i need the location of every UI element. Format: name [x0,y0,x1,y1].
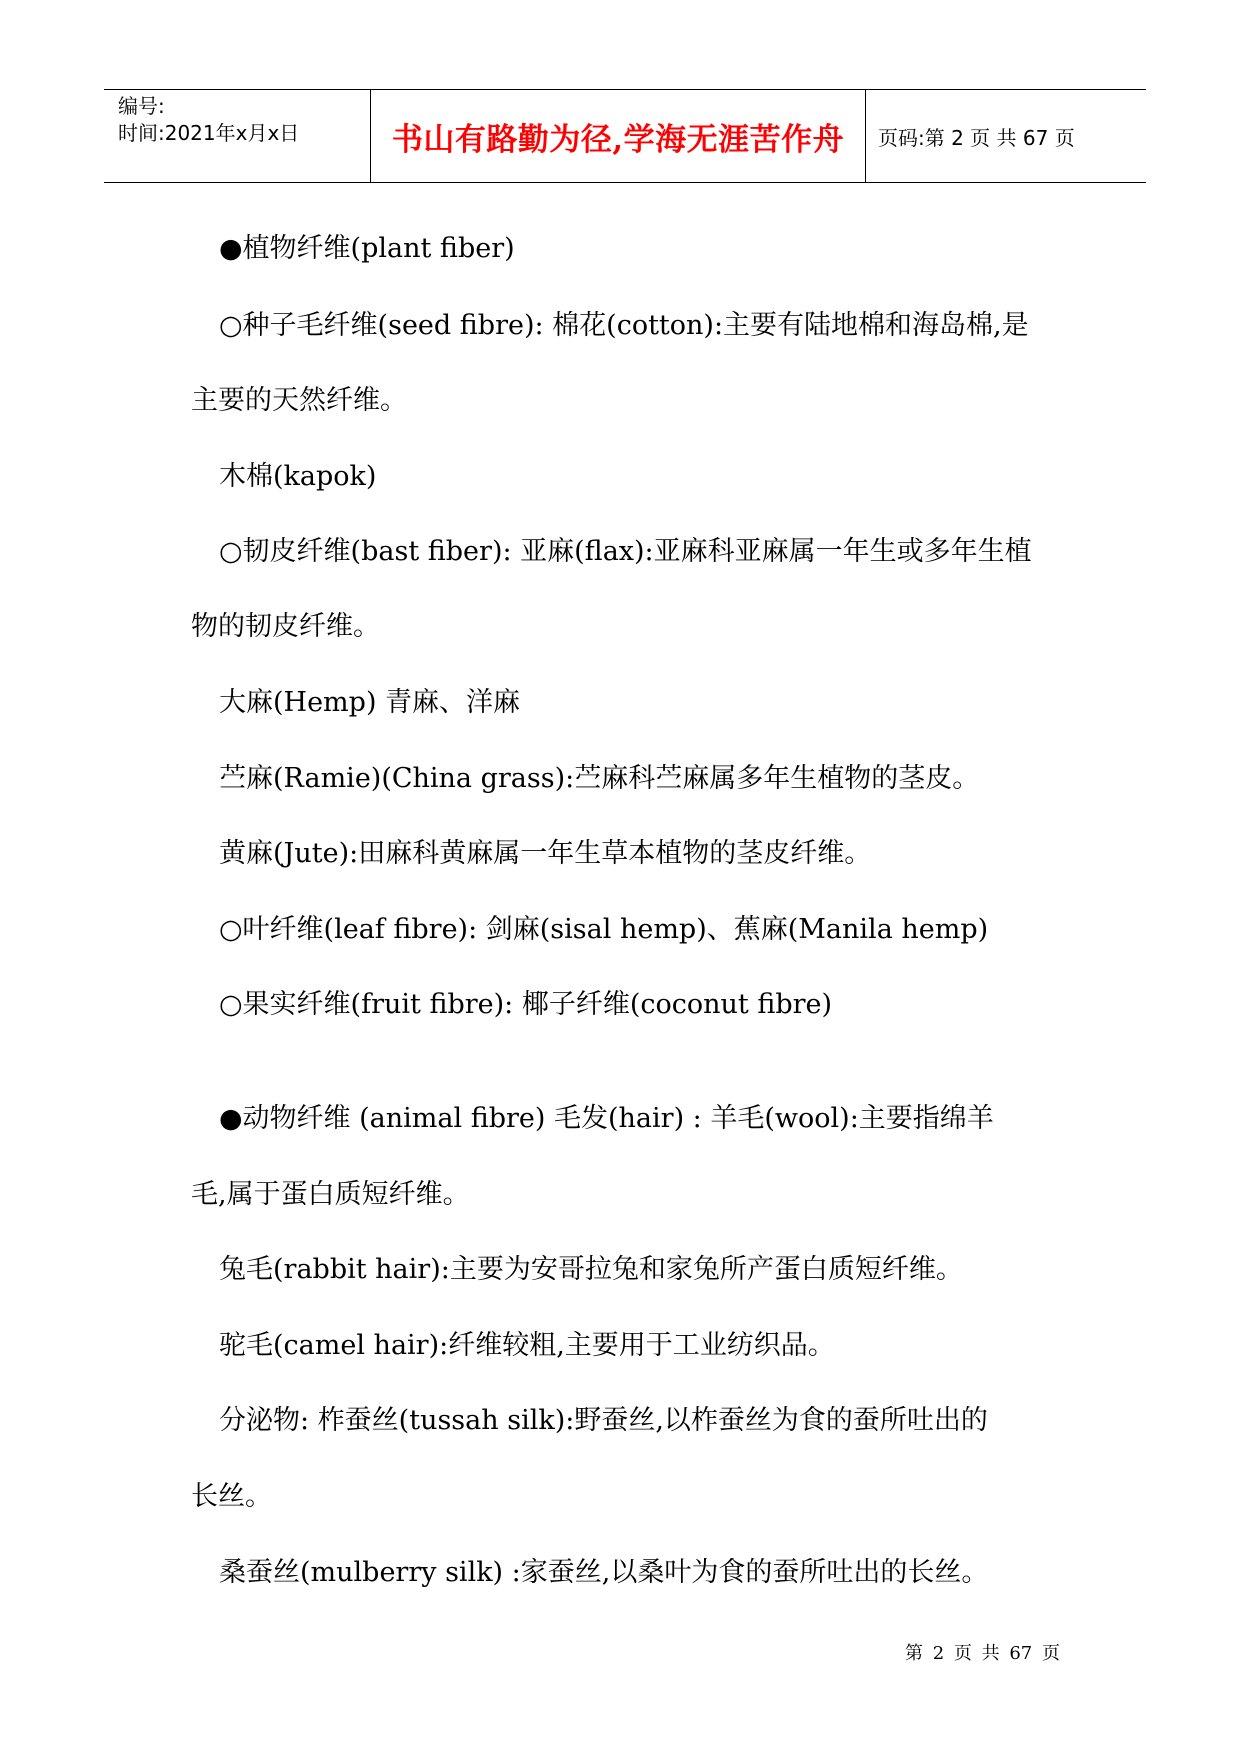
page-header [104,89,1146,183]
body-line: ●动物纤维 (animal fibre) 毛发(hair) : 羊毛(wool):主要指绵羊 [219,1103,994,1134]
body-line: 兔毛(rabbit hair):主要为安哥拉兔和家兔所产蛋白质短纤维。 [219,1254,963,1285]
body-line: 苎麻(Ramie)(China grass):苎麻科苎麻属多年生植物的茎皮。 [219,763,980,794]
header-page-code: 页码:第 2 页 共 67 页 [878,125,1075,150]
body-line: 毛,属于蛋白质短纤维。 [191,1179,470,1210]
header-page-cell [866,90,1146,182]
body-line: 分泌物: 柞蚕丝(tussah silk):野蚕丝,以柞蚕丝为食的蚕所吐出的 [219,1405,988,1436]
body-line: 物的韧皮纤维。 [191,611,380,642]
body-line: 主要的天然纤维。 [191,385,407,416]
body-line: 木棉(kapok) [219,461,377,492]
body-line: ○叶纤维(leaf fibre): 剑麻(sisal hemp)、蕉麻(Manila hemp) [219,914,989,945]
body-line: 驼毛(camel hair):纤维较粗,主要用于工业纺织品。 [219,1330,835,1361]
header-motto: 书山有路勤为径,学海无涯苦作舟 [391,121,845,158]
header-motto-cell [370,90,866,182]
body-line: ○果实纤维(fruit fibre): 椰子纤维(coconut fibre) [219,989,833,1020]
body-line: ○种子毛纤维(seed fibre): 棉花(cotton):主要有陆地棉和海岛棉,是 [219,310,1029,341]
document-time-label: 时间:2021年x月x日 [118,121,300,145]
body-line: 大麻(Hemp) 青麻、洋麻 [219,687,521,718]
body-line: 长丝。 [191,1481,272,1512]
body-line: 黄麻(Jute):田麻科黄麻属一年生草本植物的茎皮纤维。 [219,838,872,869]
body-line: ●植物纤维(plant fiber) [219,233,515,264]
page-footer-indicator: 第 2 页 共 67 页 [905,1643,1060,1664]
body-line: ○韧皮纤维(bast fiber): 亚麻(flax):亚麻科亚麻属一年生或多年生植 [219,536,1032,567]
header-info-cell [104,90,370,182]
document-number-label: 编号: [118,94,165,118]
body-line: 桑蚕丝(mulberry silk) :家蚕丝,以桑叶为食的蚕所吐出的长丝。 [219,1557,989,1588]
